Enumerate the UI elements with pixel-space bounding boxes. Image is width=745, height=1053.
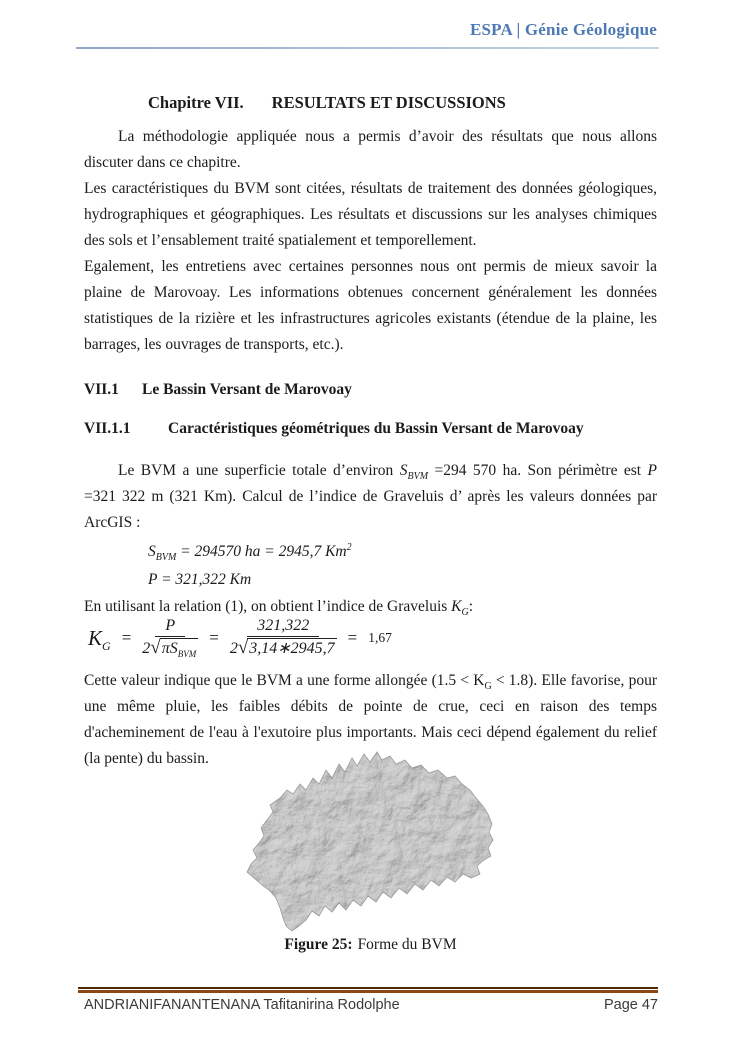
equation-surface: $S_{BVM} = 294570$ ha = 2945,7 Km$^2$ xyxy=(148,541,352,564)
relation-intro: En utilisant la relation (1), on obtient l’indice de Graveluis $K_G$: xyxy=(84,598,474,619)
footer-page-number: Page 47 xyxy=(603,997,658,1013)
figure-caption-label: Figure 25: xyxy=(284,936,353,953)
formula-lhs: $K_G$ xyxy=(88,625,111,653)
fraction-symbolic: P 2 √ $\pi S_{BVM}$ xyxy=(142,617,197,660)
chapter-number: Chapitre VII. xyxy=(148,93,244,112)
figure-caption xyxy=(84,934,657,956)
section-title: Le Bassin Versant de Marovoay xyxy=(142,381,352,398)
radical-icon: √ xyxy=(237,637,249,658)
section-number: VII.1 xyxy=(84,381,119,398)
section-heading-vii1 xyxy=(84,377,657,403)
paragraph-2: Les caractéristiques du BVM sont citées, résultats de traitement des données géologiques, hydrographiques et géographiques. Les résultats et discussions sur les analyses chimiques des sols et l’ensablement traité spatialement et temporellement. xyxy=(84,180,657,249)
subsection-title: Caractéristiques géométriques du Bassin Versant de Marovoay xyxy=(168,420,584,437)
paragraph-1: La méthodologie appliquée nous a permis d’avoir des résultats que nous allons discuter dans ce chapitre. xyxy=(84,128,657,171)
section-heading-vii11 xyxy=(84,416,657,442)
math-var-s: S xyxy=(399,462,408,479)
paragraph-5: Cette valeur indique que le BVM a une forme allongée $(1.5 < K_G < 1.8)$. Elle favorise, pour une même pluie, les faibles débits de pointe de crue, ceci en raison des temps d'acheminement de l'eau à l'exutoire plus importants. Mais ceci dépend également du relief (la pente) du bassin. xyxy=(84,672,657,767)
paragraph-3: Egalement, les entretiens avec certaines personnes nous ont permis de mieux savoir la plaine de Marovoay. Les informations obtenues concernent généralement les données statistiques de la rizière et les infrastructures agricoles existants (étendue de la plaine, les barrages, les ouvrages de transports, etc.). xyxy=(84,258,657,353)
footer-rule xyxy=(78,987,658,993)
header-rule xyxy=(76,47,659,49)
chapter-title-text: RESULTATS ET DISCUSSIONS xyxy=(271,93,506,112)
sqrt-numeric: √ 3,14∗2945,7 xyxy=(237,637,335,658)
math-var-p: P xyxy=(647,462,658,479)
bvm-relief-map xyxy=(240,748,500,934)
footer xyxy=(84,997,658,1013)
bvm-relief-map-svg xyxy=(240,748,500,934)
header-brand: ESPA | Génie Géologique xyxy=(469,20,657,39)
footer-author: ANDRIANIFANANTENANA Tafitanirina Rodolphe xyxy=(84,997,400,1013)
radical-icon: √ xyxy=(150,637,161,658)
equation-perimeter: P = 321,322 Km xyxy=(148,571,252,588)
sqrt-symbolic: √ $\pi S_{BVM}$ xyxy=(150,637,197,660)
figure-caption-text: Forme du BVM xyxy=(357,936,457,953)
formula-result: 1,67 xyxy=(368,630,392,645)
fraction-numeric: 321,322 2 √ 3,14∗2945,7 xyxy=(229,617,335,658)
chapter-title xyxy=(148,93,506,113)
paragraph-4: Le BVM a une superficie totale d’environ $S_{BVM} =294$ 570 ha. Son périmètre est P =321 322 m (321 Km). Calcul de l’indice de Graveluis d’ après les valeurs données par ArcGIS : xyxy=(84,462,658,531)
gravelius-formula: $K_G$ = P 2 √ $\pi S_{BVM}$ = 321,322 2 √ 3,14∗2945,7 = 1,67 xyxy=(88,617,392,660)
subsection-number: VII.1.1 xyxy=(84,420,131,437)
